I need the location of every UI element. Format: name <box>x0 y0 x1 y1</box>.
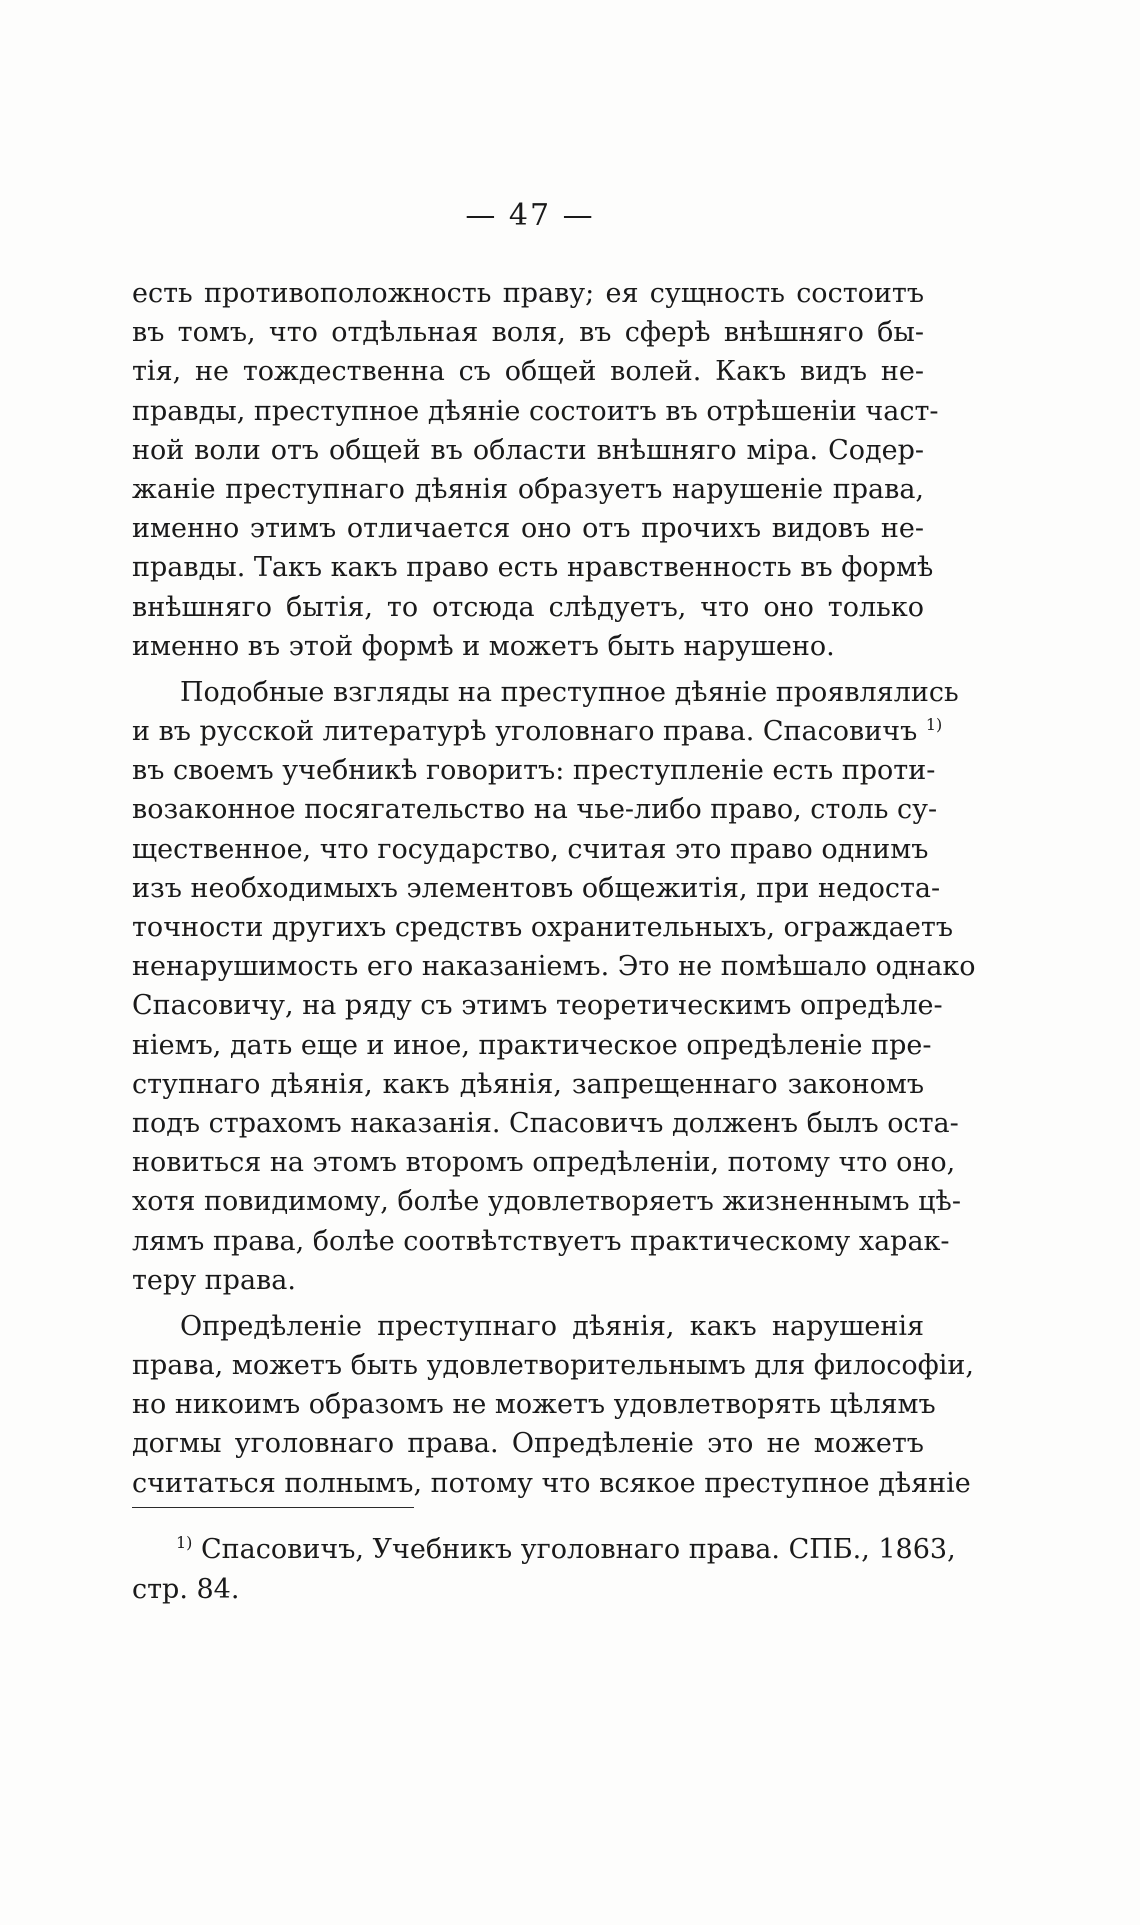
footnote-line: стр. 84. <box>132 1574 240 1605</box>
footnote-reference: 1) <box>925 715 943 735</box>
paragraph-3 <box>132 1307 975 1503</box>
text-line: правды, преступное дѣяніе состоитъ въ отрѣшеніи част- <box>132 395 939 427</box>
text-line: Подобные взгляды на преступное дѣяніе проявлялись <box>180 676 959 708</box>
text-line: ступнаго дѣянія, какъ дѣянія, запрещеннаго закономъ <box>132 1068 924 1100</box>
text-line: внѣшняго бытія, то отсюда слѣдуетъ, что оно только <box>132 591 924 623</box>
text-line: ненарушимость его наказаніемъ. Это не помѣшало однако <box>132 951 976 983</box>
text-line: ніемъ, дать еще и иное, практическое опредѣленіе пре- <box>132 1029 932 1061</box>
text-line: въ томъ, что отдѣльная воля, въ сферѣ внѣшняго бы- <box>132 317 924 349</box>
text-line: догмы уголовнаго права. Опредѣленіе это не можетъ <box>132 1428 924 1460</box>
text-line: изъ необходимыхъ элементовъ общежитія, при недоста- <box>132 872 941 904</box>
body-text <box>132 274 976 1510</box>
text-line: права, можетъ быть удовлетворительнымъ для философіи, <box>132 1350 975 1382</box>
text-line: считаться полнымъ, потому что всякое преступное дѣяніе <box>132 1467 971 1499</box>
footnote-line <box>132 1530 956 1570</box>
text-line: Спасовичу, на ряду съ этимъ теоретическимъ опредѣле- <box>132 990 943 1022</box>
text-line: новиться на этомъ второмъ опредѣленіи, потому что оно, <box>132 1147 956 1179</box>
text-line: точности другихъ средствъ охранительныхъ, ограждаетъ <box>132 912 953 943</box>
text-line: именно этимъ отличается оно отъ прочихъ видовъ не- <box>132 513 924 545</box>
text-line: но никоимъ образомъ не можетъ удовлетворять цѣлямъ <box>132 1389 936 1421</box>
text-line: Опредѣленіе преступнаго дѣянія, какъ нарушенія <box>180 1310 924 1342</box>
text-line: жаніе преступнаго дѣянія образуетъ нарушеніе права, <box>132 473 924 505</box>
text-line: хотя повидимому, болѣе удовлетворяетъ жизненнымъ цѣ- <box>132 1186 961 1218</box>
page-number: — 47 — <box>465 198 595 233</box>
text-line: правды. Такъ какъ право есть нравственность въ формѣ <box>132 552 934 584</box>
text-line: подъ страхомъ наказанія. Спасовичъ долженъ былъ оста- <box>132 1107 959 1139</box>
text-line: ной воли отъ общей въ области внѣшняго міра. Содер- <box>132 434 924 466</box>
text-line: именно въ этой формѣ и можетъ быть нарушено. <box>132 630 835 662</box>
text-line: возаконное посягательство на чье-либо право, столь су- <box>132 794 938 826</box>
text-line: теру права. <box>132 1264 296 1296</box>
text-line: въ своемъ учебникѣ говоритъ: преступленіе есть проти- <box>132 755 936 787</box>
footnote-divider <box>132 1507 414 1508</box>
footnote-text: Спасовичъ, Учебникъ уголовнаго права. СПБ., 1863, <box>201 1534 956 1565</box>
footnote-marker: 1) <box>176 1533 193 1552</box>
paragraph-1 <box>132 274 939 666</box>
paragraph-2 <box>132 673 976 1300</box>
text-line-content: и въ русской литературѣ уголовнаго права. Спасовичъ <box>132 716 918 748</box>
text-line: есть противоположность праву; ея сущность состоитъ <box>132 278 924 309</box>
text-line: тія, не тождественна съ общей волей. Какъ видъ не- <box>132 356 924 388</box>
text-line: лямъ права, болѣе соотвѣтствуетъ практическому харак- <box>132 1225 950 1257</box>
text-line-with-footnote <box>132 712 943 751</box>
footnote <box>132 1530 956 1610</box>
text-line: щественное, что государство, считая это право однимъ <box>132 833 929 865</box>
